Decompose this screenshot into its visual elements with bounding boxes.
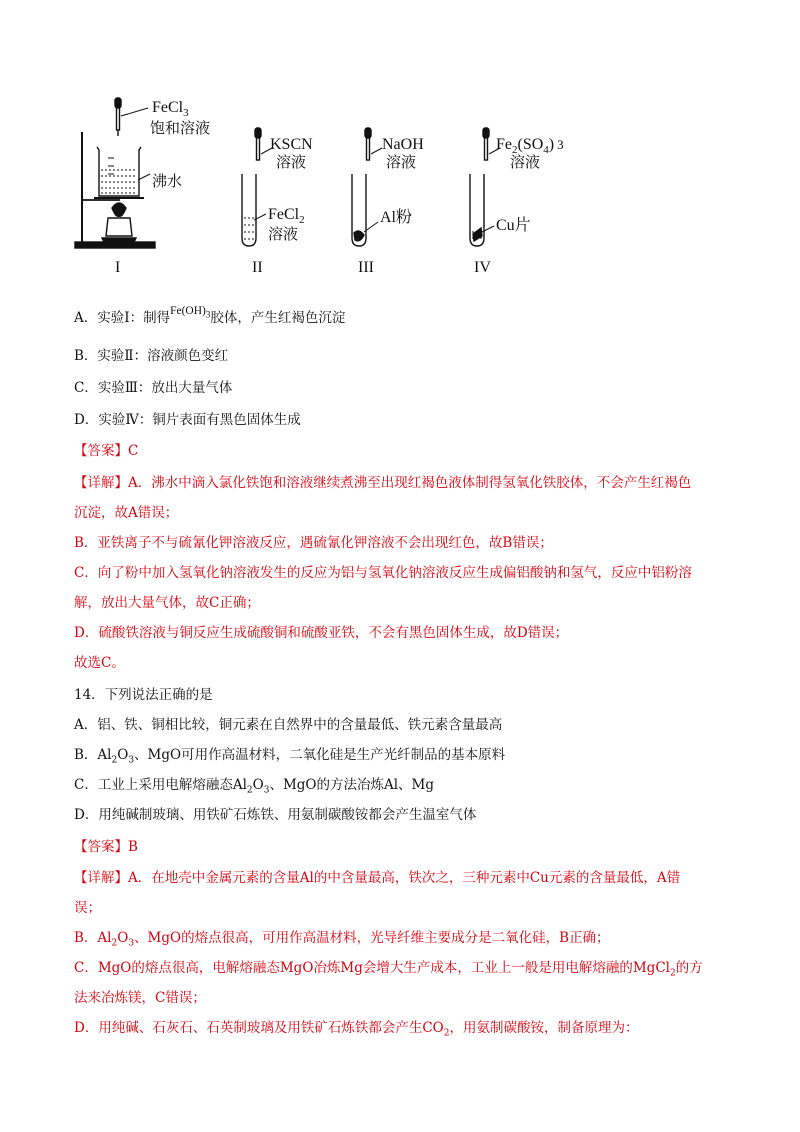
label-al-powder: Al粉: [380, 209, 413, 226]
label-naoh: NaOH: [382, 136, 424, 153]
label-fecl3: FeCl$_3$: [152, 99, 189, 119]
label-fecl2: FeCl$_2$: [268, 206, 305, 226]
q14-answer: 【答案】B: [74, 839, 138, 855]
label-fecl2-solution: 溶液: [268, 225, 299, 243]
label-fe2so43-solution: 溶液: [510, 153, 541, 171]
q13-conclusion: 故选C。: [74, 655, 125, 671]
label-kscn: KSCN: [270, 136, 313, 153]
q13-option-c: C．实验Ⅲ：放出大量气体: [74, 380, 233, 396]
q13-answer: 【答案】C: [74, 443, 139, 459]
label-exp-1: I: [115, 259, 121, 276]
q13-option-b: B．实验Ⅱ：溶液颜色变红: [74, 348, 229, 364]
experiment-figure: [72, 92, 672, 282]
label-naoh-solution: 溶液: [386, 153, 417, 171]
label-fe2so43: $Fe_2(SO_4)$ 3: [496, 136, 564, 156]
q14-stem: 14．下列说法正确的是: [74, 687, 213, 703]
label-fecl3-solution: 饱和溶液: [150, 119, 211, 137]
label-exp-2: II: [252, 259, 263, 276]
q13-detail-a-1: 【详解】A．沸水中滴入氯化铁饱和溶液继续煮沸至出现红褐色液体制得氢氧化铁胶体，不会产生红褐色: [74, 475, 692, 491]
q13-detail-c-2: 解，放出大量气体，故C正确；: [74, 595, 260, 611]
q14-option-d: D．用纯碱制玻璃、用铁矿石炼铁、用氨制碳酸铵都会产生温室气体: [74, 807, 477, 823]
q13-detail-a-2: 沉淀，故A错误；: [74, 505, 179, 521]
q14-detail-c-1: C．MgO的熔点很高，电解熔融态MgO冶炼Mg会增大生产成本，工业上一般是用电解熔融的MgCl$_2$的方: [74, 960, 703, 979]
label-exp-3: III: [358, 259, 374, 276]
apparatus-3: [352, 128, 382, 246]
formula-feoh3: $Fe(OH)_3$: [170, 305, 211, 320]
label-kscn-solution: 溶液: [276, 153, 307, 171]
q14-detail-d: D．用纯碱、石灰石、石英制玻璃及用铁矿石炼铁都会产生$CO_2$，用氨制碳酸铵，制备原理为：: [74, 1020, 639, 1039]
q13-detail-d: D．硫酸铁溶液与铜反应生成硫酸铜和硫酸亚铁，不会有黑色固体生成，故D错误；: [74, 625, 569, 641]
label-exp-4: IV: [474, 259, 491, 276]
q13-detail-b: B．亚铁离子不与硫氰化钾溶液反应，遇硫氰化钾溶液不会出现红色，故B错误；: [74, 535, 553, 551]
apparatus-1: [75, 98, 155, 248]
label-boiling-water: 沸水: [152, 172, 183, 190]
q13-option-a: A．实验Ⅰ：制得$Fe(OH)_3$胶体，产生红褐色沉淀: [74, 305, 346, 326]
q14-detail-a-2: 误；: [74, 900, 101, 916]
label-cu-piece: Cu片: [496, 217, 531, 234]
q13-detail-c-1: C．向了粉中加入氢氧化钠溶液发生的反应为铝与氢氧化钠溶液反应生成偏铝酸钠和氢气，反应中铝粉溶: [74, 565, 692, 581]
q14-option-c: C．工业上采用电解熔融态$Al_2O_3$、MgO的方法冶炼Al、Mg: [74, 777, 435, 796]
q13-option-d: D．实验Ⅳ：铜片表面有黑色固体生成: [74, 412, 301, 428]
q14-option-b: B．$Al_2O_3$、MgO可用作高温材料，二氧化硅是生产光纤制品的基本原料: [74, 747, 506, 766]
q14-detail-c-2: 法来冶炼镁，C错误；: [74, 990, 206, 1006]
q14-detail-b: B．$Al_2O_3$、MgO的熔点很高，可用作高温材料，光导纤维主要成分是二氧化硅，B正确；: [74, 930, 610, 949]
q14-option-a: A．铝、铁、铜相比较，铜元素在自然界中的含量最低、铁元素含量最高: [74, 717, 503, 733]
q14-detail-a-1: 【详解】A．在地壳中金属元素的含量Al的中含量最高，铁次之，三种元素中Cu元素的含量最低，A错: [74, 870, 681, 886]
